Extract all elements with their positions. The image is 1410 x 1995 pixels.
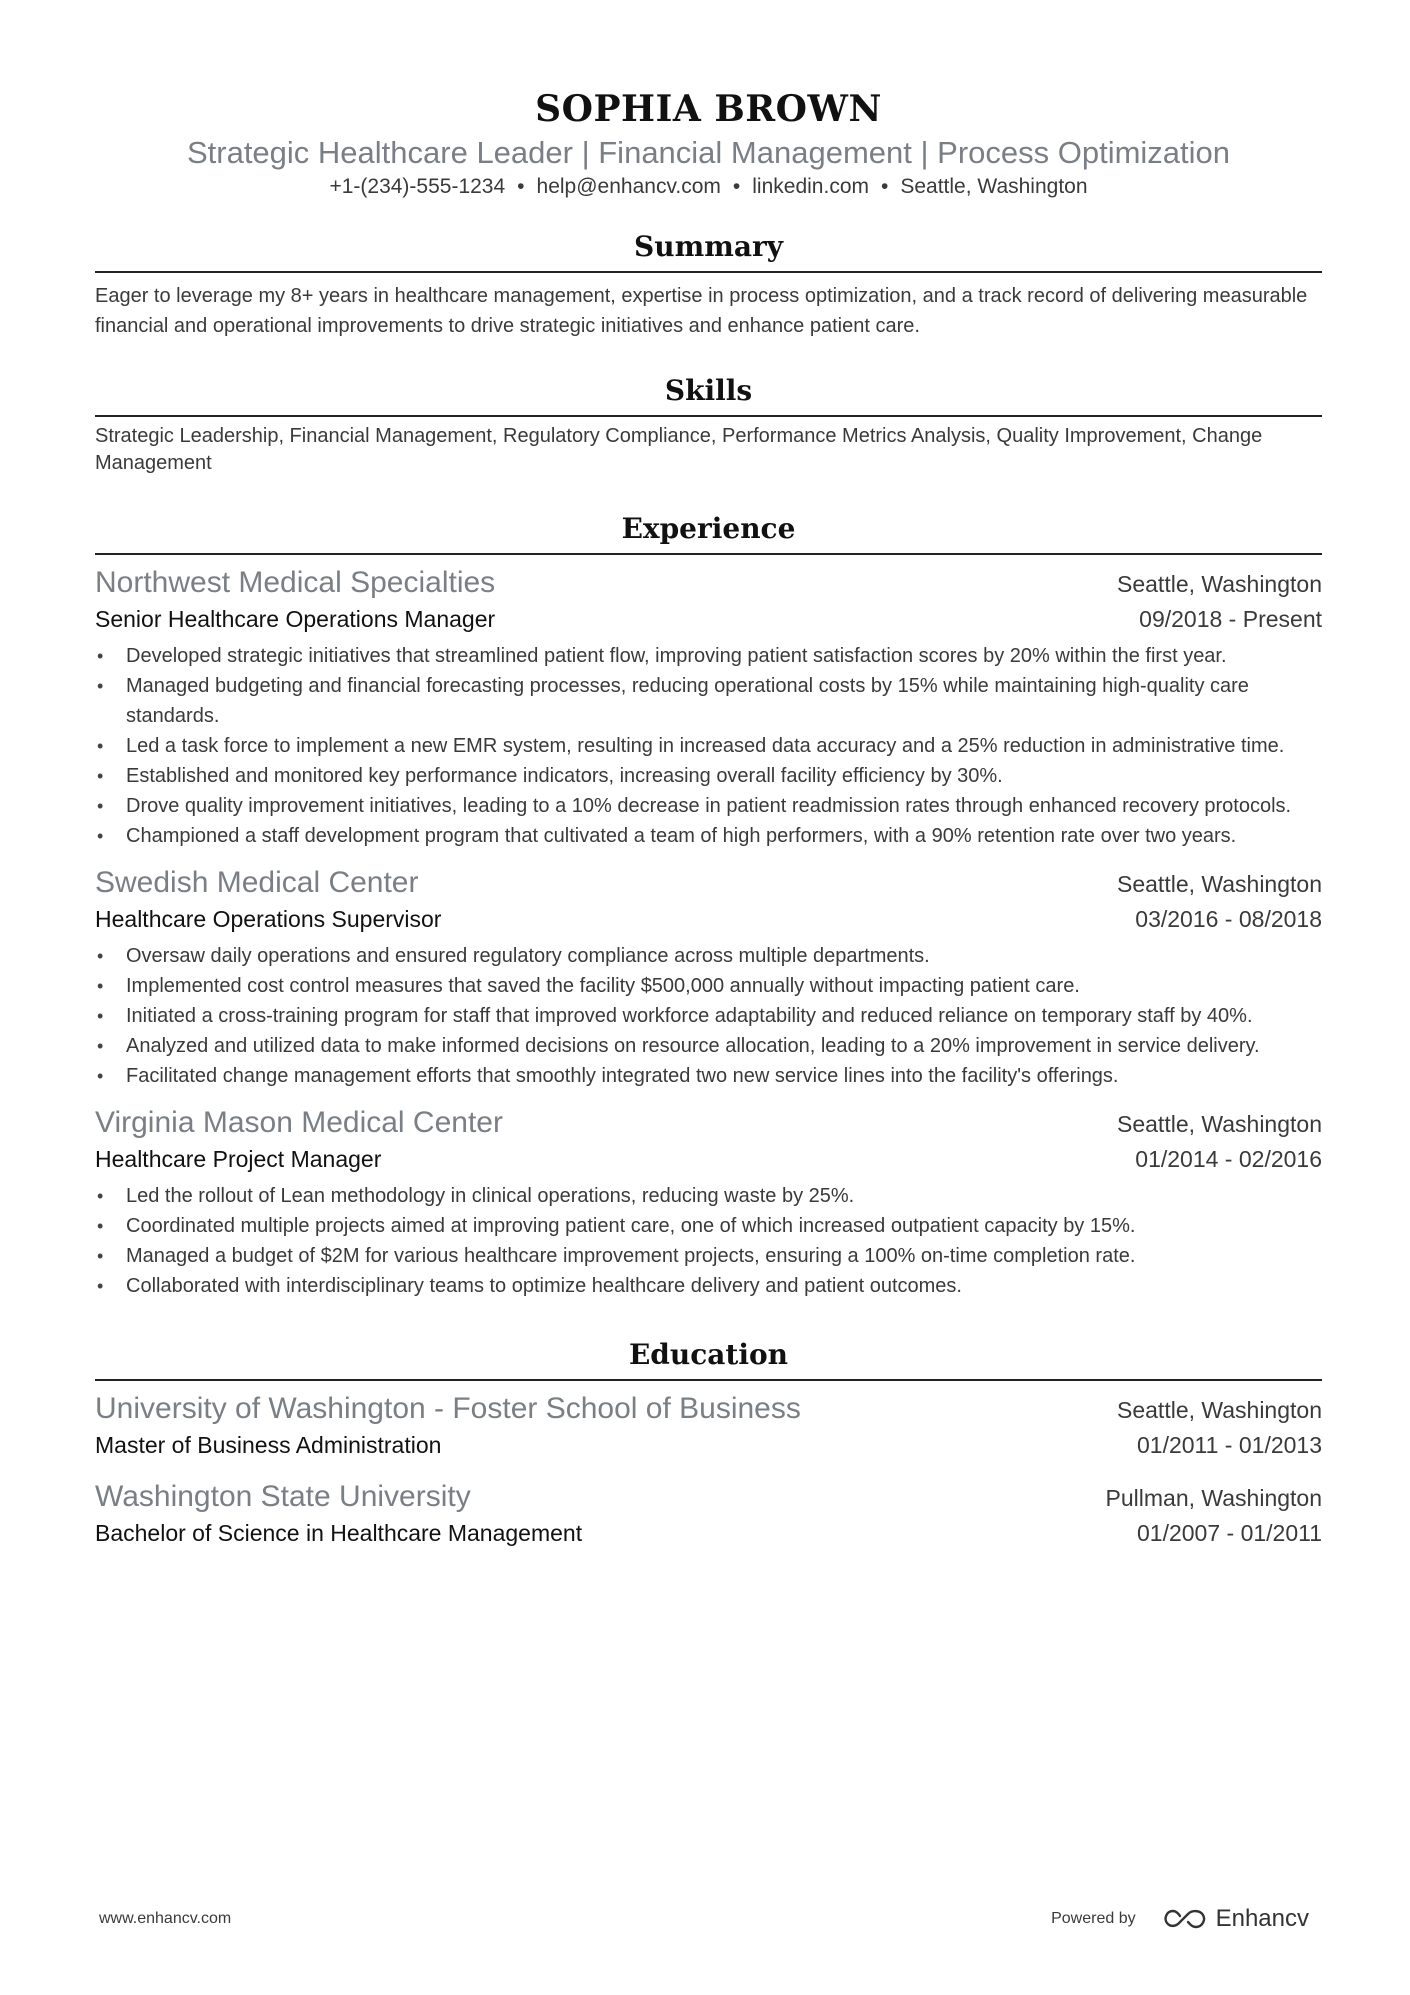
page-footer [99, 1905, 1309, 1933]
job-dates: 03/2016 - 08/2018 [1135, 906, 1322, 932]
contact-phone[interactable]: +1-(234)-555-1234 [329, 175, 506, 198]
job-dates: 09/2018 - Present [1139, 606, 1322, 632]
achievement-list [95, 641, 1322, 851]
achievement-item: • Collaborated with interdisciplinary teams to optimize healthcare delivery and patient outcomes. [95, 1271, 1322, 1301]
section-divider [95, 271, 1322, 273]
contact-email[interactable]: help@enhancv.com [536, 175, 721, 198]
achievement-item: • Oversaw daily operations and ensured regulatory compliance across multiple departments. [95, 941, 1322, 971]
headline: Strategic Healthcare Leader | Financial Management | Process Optimization [186, 135, 1231, 170]
resume-page [95, 0, 1322, 1549]
job-title: Healthcare Project Manager [95, 1146, 382, 1172]
footer-branding [1051, 1905, 1309, 1933]
section-title-experience: Experience [621, 512, 796, 545]
summary-section [95, 229, 1322, 341]
employer-location: Seattle, Washington [1117, 871, 1322, 897]
education-entry [95, 1389, 1322, 1461]
job-title: Senior Healthcare Operations Manager [95, 606, 496, 632]
education-dates: 01/2011 - 01/2013 [1136, 1432, 1322, 1458]
footer-website-link[interactable]: www.enhancv.com [99, 1910, 232, 1927]
experience-entry [95, 863, 1322, 1091]
employer-name: Virginia Mason Medical Center [95, 1106, 503, 1139]
contact-line [95, 173, 1322, 201]
employer-location: Seattle, Washington [1117, 1111, 1322, 1137]
achievement-item: • Coordinated multiple projects aimed at improving patient care, one of which increased outpatient capacity by 15%. [95, 1211, 1322, 1241]
candidate-name: SOPHIA BROWN [535, 88, 882, 130]
achievement-list [95, 941, 1322, 1091]
achievement-item: • Facilitated change management efforts that smoothly integrated two new service lines into the facility's offerings. [95, 1061, 1322, 1091]
section-title-skills: Skills [664, 374, 753, 407]
section-divider [95, 415, 1322, 417]
separator-dot: • [881, 175, 889, 198]
separator-dot: • [517, 175, 525, 198]
section-divider [95, 553, 1322, 555]
summary-text: Eager to leverage my 8+ years in healthcare management, expertise in process optimization, and a track record of delivering measurable financial and operational improvements to drive strategic initiatives and enhance patient care. [95, 285, 1308, 337]
experience-entry [95, 563, 1322, 851]
brand-logo[interactable] [1162, 1905, 1309, 1933]
achievement-item: • Led a task force to implement a new EMR system, resulting in increased data accuracy and a 25% reduction in administrative time. [95, 731, 1322, 761]
employer-location: Seattle, Washington [1117, 571, 1322, 597]
skills-section [95, 373, 1322, 477]
achievement-item: • Led the rollout of Lean methodology in clinical operations, reducing waste by 25%. [95, 1181, 1322, 1211]
achievement-item: • Initiated a cross-training program for staff that improved workforce adaptability and reduced reliance on temporary staff by 40%. [95, 1001, 1322, 1031]
school-location: Seattle, Washington [1117, 1397, 1322, 1423]
contact-linkedin[interactable]: linkedin.com [752, 175, 869, 198]
separator-dot: • [732, 175, 741, 198]
degree: Master of Business Administration [95, 1432, 442, 1458]
education-dates: 01/2007 - 01/2011 [1136, 1520, 1322, 1546]
degree: Bachelor of Science in Healthcare Management [95, 1520, 583, 1546]
education-entry [95, 1477, 1322, 1549]
section-title-summary: Summary [634, 230, 783, 263]
job-dates: 01/2014 - 02/2016 [1135, 1146, 1322, 1172]
achievement-item: • Managed a budget of $2M for various healthcare improvement projects, ensuring a 100% on-time completion rate. [95, 1241, 1322, 1271]
experience-entry [95, 1103, 1322, 1301]
achievement-item: • Managed budgeting and financial forecasting processes, reducing operational costs by 15% while maintaining high-quality care standards. [95, 671, 1322, 731]
achievement-item: • Implemented cost control measures that saved the facility $500,000 annually without impacting patient care. [95, 971, 1322, 1001]
employer-name: Northwest Medical Specialties [95, 566, 496, 599]
achievement-item: • Drove quality improvement initiatives, leading to a 10% decrease in patient readmission rates through enhanced recovery protocols. [95, 791, 1322, 821]
school-name: University of Washington - Foster School of Business [95, 1392, 801, 1425]
employer-name: Swedish Medical Center [95, 866, 419, 899]
contact-location: Seattle, Washington [900, 175, 1088, 198]
achievement-item: • Analyzed and utilized data to make informed decisions on resource allocation, leading to a 20% improvement in service delivery. [95, 1031, 1322, 1061]
education-section [95, 1337, 1322, 1549]
achievement-item: • Established and monitored key performance indicators, increasing overall facility efficiency by 30%. [95, 761, 1322, 791]
achievement-item: • Championed a staff development program that cultivated a team of high performers, with a 90% retention rate over two years. [95, 821, 1322, 851]
section-divider [95, 1379, 1322, 1381]
school-location: Pullman, Washington [1105, 1485, 1322, 1511]
job-title: Healthcare Operations Supervisor [95, 906, 442, 932]
brand-name: Enhancv [1215, 1905, 1309, 1932]
skills-text: Strategic Leadership, Financial Management, Regulatory Compliance, Performance Metrics Analysis, Quality Improvement, Change Management [95, 425, 1263, 474]
section-title-education: Education [628, 1338, 789, 1371]
school-name: Washington State University [95, 1480, 471, 1513]
achievement-list [95, 1181, 1322, 1301]
powered-by-label: Powered by [1051, 1910, 1136, 1927]
achievement-item: • Developed strategic initiatives that streamlined patient flow, improving patient satisfaction scores by 20% within the first year. [95, 641, 1322, 671]
infinity-logo-icon [1162, 1907, 1208, 1931]
experience-section [95, 511, 1322, 1301]
